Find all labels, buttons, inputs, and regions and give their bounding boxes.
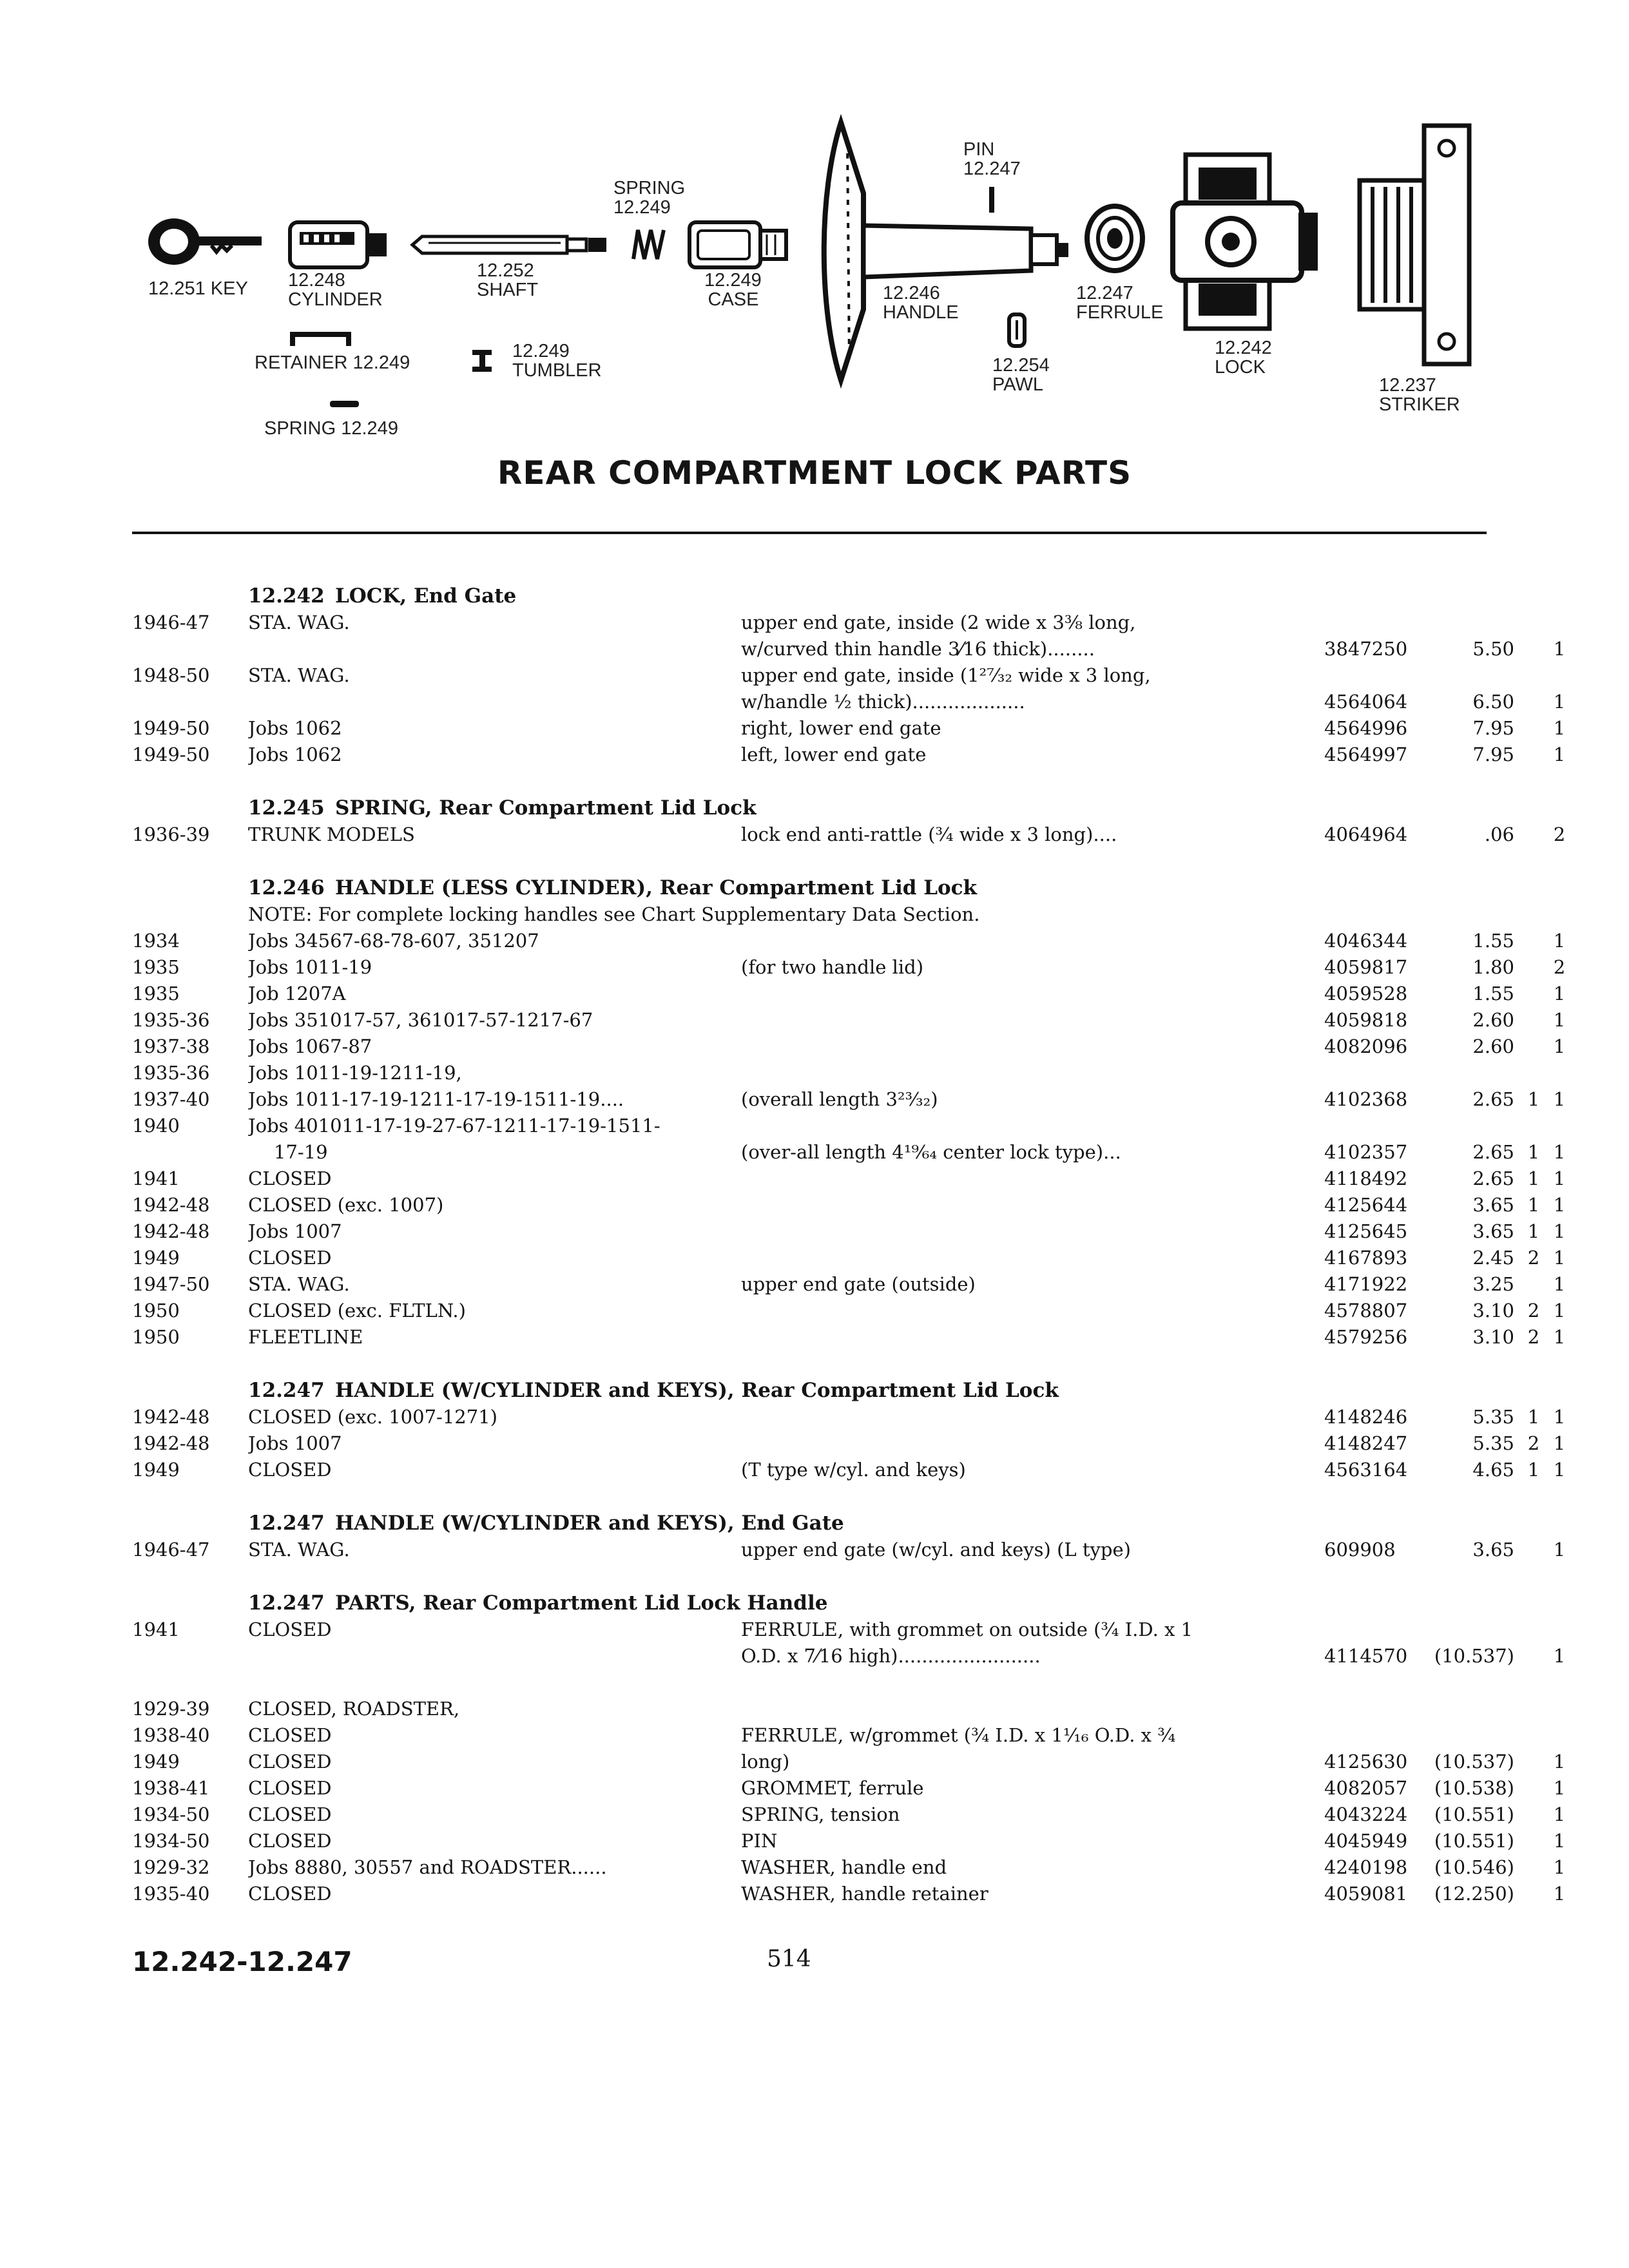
year-cell: 1947-50: [132, 1273, 210, 1295]
quantity-cell: 2: [1527, 1300, 1540, 1321]
quantity-cell: 1: [1527, 1406, 1540, 1428]
quantity-cell: 1: [1553, 691, 1566, 713]
description-cell: (overall length 3²³⁄₃₂): [741, 1088, 938, 1110]
price-cell: 2.60: [1472, 1009, 1514, 1031]
section-heading: [132, 795, 1505, 822]
year-cell: 1942-48: [132, 1406, 210, 1428]
year-cell: 1929-32: [132, 1856, 210, 1878]
section-heading: [132, 875, 1505, 901]
catalog-row: [132, 1271, 1566, 1298]
section-heading: [132, 583, 1505, 610]
year-cell: 1942-48: [132, 1220, 210, 1242]
year-cell: 1934-50: [132, 1803, 210, 1825]
description-cell-continued: w/handle ½ thick)...................: [741, 691, 1025, 713]
catalog-row: [132, 1775, 1566, 1802]
model-cell: CLOSED, ROADSTER,: [248, 1698, 460, 1720]
model-cell: CLOSED: [248, 1619, 332, 1640]
year-cell: 1949-50: [132, 744, 210, 765]
model-cell: CLOSED (exc. 1007-1271): [248, 1406, 497, 1428]
catalog-section: [132, 795, 1566, 848]
model-cell: Jobs 1011-19: [248, 956, 372, 978]
retainer-label: RETAINER 12.249: [255, 352, 410, 373]
year-cell: 1942-48: [132, 1432, 210, 1454]
description-cell: (for two handle lid): [741, 956, 924, 978]
section-title: HANDLE (W/CYLINDER and KEYS), Rear Compartment Lid Lock: [335, 1379, 1059, 1402]
price-cell: (10.551): [1434, 1803, 1514, 1825]
part-number-cell: 4059817: [1324, 956, 1408, 978]
model-cell: CLOSED: [248, 1459, 332, 1481]
quantity-cell: 1: [1553, 1088, 1566, 1110]
year-cell: 1949-50: [132, 717, 210, 739]
description-cell: lock end anti-rattle (¾ wide x 3 long)....: [741, 823, 1117, 845]
pawl-number: 12.254: [992, 355, 1050, 376]
quantity-cell: 1: [1553, 1830, 1566, 1852]
description-cell-continued: O.D. x 7⁄16 high)........................: [741, 1645, 1041, 1667]
catalog-row: [132, 1218, 1566, 1245]
spring-top-number: 12.249: [613, 197, 671, 218]
year-cell: 1949: [132, 1247, 180, 1269]
spring-small-icon: [330, 399, 359, 408]
model-cell: STA. WAG.: [248, 1539, 350, 1561]
price-cell: (10.551): [1434, 1830, 1514, 1852]
quantity-cell: 1: [1553, 638, 1566, 660]
year-cell: 1935: [132, 956, 180, 978]
catalog-row: [132, 662, 1566, 715]
quantity-cell: 1: [1553, 1326, 1566, 1348]
price-cell: 7.95: [1472, 744, 1514, 765]
section-title: HANDLE (W/CYLINDER and KEYS), End Gate: [335, 1512, 844, 1535]
year-cell: 1942-48: [132, 1194, 210, 1216]
price-cell: 2.65: [1472, 1141, 1514, 1163]
catalog-row: [132, 1854, 1566, 1881]
note-text: NOTE: For complete locking handles see Chart Supplementary Data Section.: [248, 903, 980, 925]
quantity-cell: 1: [1553, 1220, 1566, 1242]
quantity-cell: 2: [1527, 1432, 1540, 1454]
description-cell: GROMMET, ferrule: [741, 1777, 924, 1799]
catalog-row: [132, 610, 1566, 662]
section-title: LOCK, End Gate: [335, 584, 517, 608]
catalog-row: [132, 822, 1566, 848]
catalog-row: [132, 1457, 1566, 1483]
case-icon: [686, 219, 789, 271]
model-cell: Jobs 1062: [248, 717, 342, 739]
part-number-cell: 4046344: [1324, 930, 1408, 952]
catalog-row: [132, 1060, 1505, 1086]
model-cell: STA. WAG.: [248, 1273, 350, 1295]
shaft-label: SHAFT: [477, 280, 539, 300]
price-cell: 2.45: [1472, 1247, 1514, 1269]
case-label: CASE: [708, 289, 759, 310]
catalog-row: [132, 1802, 1566, 1828]
quantity-cell: 1: [1527, 1220, 1540, 1242]
quantity-cell: 1: [1553, 1751, 1566, 1773]
year-cell: 1950: [132, 1326, 180, 1348]
catalog-row: [132, 1617, 1566, 1669]
title-divider: [132, 532, 1487, 534]
footer-section-code: 12.242-12.247: [132, 1946, 352, 1977]
quantity-cell: 2: [1527, 1326, 1540, 1348]
part-number-cell: 4082057: [1324, 1777, 1408, 1799]
striker-number: 12.237: [1379, 375, 1436, 396]
quantity-cell: 1: [1553, 1168, 1566, 1189]
part-number-cell: 4240198: [1324, 1856, 1408, 1878]
description-cell: (T type w/cyl. and keys): [741, 1459, 966, 1481]
part-number-cell: 4114570: [1324, 1645, 1408, 1667]
section-title: HANDLE (LESS CYLINDER), Rear Compartment Lid Lock: [335, 876, 978, 899]
catalog-row: [132, 1033, 1566, 1060]
catalog-row: [132, 1245, 1566, 1271]
catalog-row: [132, 1669, 1505, 1696]
price-cell: 3.65: [1472, 1539, 1514, 1561]
description-cell: FERRULE, w/grommet (¾ I.D. x 1¹⁄₁₆ O.D. x ¾: [741, 1724, 1176, 1746]
pin-label: PIN: [963, 139, 995, 160]
catalog-row: [132, 1113, 1566, 1166]
model-cell-continued: 17-19: [274, 1141, 328, 1163]
catalog-row: [132, 1749, 1566, 1775]
handle-number: 12.246: [883, 283, 940, 303]
page-title: REAR COMPARTMENT LOCK PARTS: [497, 454, 1132, 492]
year-cell: 1941: [132, 1619, 180, 1640]
quantity-cell: 1: [1553, 744, 1566, 765]
section-number: 12.246: [248, 876, 325, 899]
year-cell: 1934: [132, 930, 180, 952]
price-cell: 2.65: [1472, 1168, 1514, 1189]
part-number-cell: 4102357: [1324, 1141, 1408, 1163]
price-cell: 5.35: [1472, 1406, 1514, 1428]
catalog-row: [132, 1166, 1566, 1192]
quantity-cell: 1: [1553, 1803, 1566, 1825]
catalog-row: [132, 981, 1566, 1007]
price-cell: (10.537): [1434, 1751, 1514, 1773]
description-cell: SPRING, tension: [741, 1803, 900, 1825]
part-number-cell: 4102368: [1324, 1088, 1408, 1110]
spring-icon: [630, 227, 669, 262]
tumbler-icon: [472, 350, 492, 372]
description-cell-continued: (over-all length 4¹⁹⁄₆₄ center lock type)...: [741, 1141, 1121, 1163]
tumbler-label: TUMBLER: [512, 360, 602, 381]
handle-label: HANDLE: [883, 302, 959, 323]
model-cell: Jobs 1011-19-1211-19,: [248, 1062, 462, 1084]
section-heading: [132, 1510, 1505, 1537]
model-cell: CLOSED: [248, 1883, 332, 1905]
case-number: 12.249: [704, 270, 762, 291]
model-cell: FLEETLINE: [248, 1326, 363, 1348]
model-cell: CLOSED: [248, 1803, 332, 1825]
quantity-cell: 1: [1553, 1856, 1566, 1878]
price-cell: 2.65: [1472, 1088, 1514, 1110]
year-cell: 1940: [132, 1115, 180, 1137]
price-cell: (10.537): [1434, 1645, 1514, 1667]
quantity-cell: 1: [1553, 717, 1566, 739]
description-cell: FERRULE, with grommet on outside (¾ I.D. x 1: [741, 1619, 1193, 1640]
price-cell: 7.95: [1472, 717, 1514, 739]
description-cell: upper end gate, inside (2 wide x 3⅜ long,: [741, 611, 1136, 633]
year-cell: 1935-36: [132, 1009, 210, 1031]
part-number-cell: 4125630: [1324, 1751, 1408, 1773]
description-cell: WASHER, handle end: [741, 1856, 947, 1878]
part-number-cell: 3847250: [1324, 638, 1408, 660]
description-cell: right, lower end gate: [741, 717, 941, 739]
quantity-cell: 1: [1553, 1009, 1566, 1031]
catalog-section: [132, 1590, 1566, 1907]
spring-top-label: SPRING: [613, 178, 686, 198]
cylinder-label: CYLINDER: [288, 289, 383, 310]
year-cell: 1934-50: [132, 1830, 210, 1852]
model-cell: CLOSED: [248, 1777, 332, 1799]
lock-number: 12.242: [1215, 338, 1272, 358]
quantity-cell: 1: [1553, 1432, 1566, 1454]
part-number-cell: 4082096: [1324, 1035, 1408, 1057]
price-cell: 5.50: [1472, 638, 1514, 660]
quantity-cell: 1: [1553, 1777, 1566, 1799]
part-number-cell: 4125644: [1324, 1194, 1408, 1216]
catalog-row: [132, 1404, 1566, 1430]
model-cell: STA. WAG.: [248, 664, 350, 686]
description-cell: PIN: [741, 1830, 778, 1852]
model-cell: STA. WAG.: [248, 611, 350, 633]
quantity-cell: 1: [1553, 1194, 1566, 1216]
part-number-cell: 4563164: [1324, 1459, 1408, 1481]
tumbler-number: 12.249: [512, 341, 570, 361]
year-cell: 1946-47: [132, 611, 210, 633]
price-cell: 3.65: [1472, 1194, 1514, 1216]
section-number: 12.247: [248, 1512, 325, 1535]
ferrule-number: 12.247: [1076, 283, 1133, 303]
lock-icon: [1173, 151, 1321, 332]
year-cell: 1935-40: [132, 1883, 210, 1905]
quantity-cell: 2: [1553, 823, 1566, 845]
quantity-cell: 1: [1553, 1883, 1566, 1905]
model-cell: Jobs 1007: [248, 1432, 342, 1454]
price-cell: 3.10: [1472, 1326, 1514, 1348]
year-cell: 1938-40: [132, 1724, 210, 1746]
price-cell: 3.25: [1472, 1273, 1514, 1295]
section-title: SPRING, Rear Compartment Lid Lock: [335, 796, 757, 820]
model-cell: CLOSED (exc. 1007): [248, 1194, 444, 1216]
model-cell: CLOSED: [248, 1751, 332, 1773]
model-cell: CLOSED: [248, 1830, 332, 1852]
cylinder-icon: [287, 219, 390, 271]
price-cell: 3.10: [1472, 1300, 1514, 1321]
part-number-cell: 4045949: [1324, 1830, 1408, 1852]
model-cell: CLOSED (exc. FLTLN.): [248, 1300, 466, 1321]
catalog-section: [132, 1510, 1566, 1563]
catalog-row: [132, 742, 1566, 768]
section-number: 12.242: [248, 584, 325, 608]
description-cell: upper end gate (w/cyl. and keys) (L type): [741, 1539, 1131, 1561]
section-heading: [132, 1378, 1505, 1404]
model-cell: Jobs 351017-57, 361017-57-1217-67: [248, 1009, 593, 1031]
catalog-row: [132, 1696, 1505, 1722]
part-number-cell: 4167893: [1324, 1247, 1408, 1269]
description-cell: WASHER, handle retainer: [741, 1883, 988, 1905]
catalog-section: [132, 1378, 1566, 1483]
part-number-cell: 609908: [1324, 1539, 1396, 1561]
catalog-row: [132, 1430, 1566, 1457]
year-cell: 1937-40: [132, 1088, 210, 1110]
catalog-section: [132, 583, 1566, 768]
quantity-cell: 1: [1553, 1300, 1566, 1321]
part-number-cell: 4564996: [1324, 717, 1408, 739]
section-number: 12.245: [248, 796, 325, 820]
price-cell: (10.546): [1434, 1856, 1514, 1878]
part-number-cell: 4148247: [1324, 1432, 1408, 1454]
price-cell: 2.60: [1472, 1035, 1514, 1057]
catalog-row: [132, 1086, 1566, 1113]
striker-icon: [1353, 122, 1476, 367]
catalog-row: [132, 1828, 1566, 1854]
part-number-cell: 4059081: [1324, 1883, 1408, 1905]
page-number: 514: [767, 1946, 811, 1972]
quantity-cell: 1: [1553, 1141, 1566, 1163]
catalog-row: [132, 1007, 1566, 1033]
year-cell: 1949: [132, 1459, 180, 1481]
price-cell: 1.55: [1472, 930, 1514, 952]
shaft-icon: [409, 229, 609, 261]
catalog-row: [132, 1298, 1566, 1324]
parts-catalog: [132, 583, 1566, 1934]
section-heading: [132, 1590, 1505, 1617]
section-note: [132, 901, 1505, 928]
part-number-cell: 4171922: [1324, 1273, 1408, 1295]
part-number-cell: 4125645: [1324, 1220, 1408, 1242]
year-cell: 1935-36: [132, 1062, 210, 1084]
model-cell: TRUNK MODELS: [248, 823, 415, 845]
part-number-cell: 4578807: [1324, 1300, 1408, 1321]
model-cell: Jobs 1011-17-19-1211-17-19-1511-19....: [248, 1088, 624, 1110]
price-cell: 1.55: [1472, 983, 1514, 1004]
part-number-cell: 4059818: [1324, 1009, 1408, 1031]
cylinder-number: 12.248: [288, 270, 345, 291]
catalog-row: [132, 1722, 1505, 1749]
quantity-cell: 1: [1553, 1247, 1566, 1269]
ferrule-label: FERRULE: [1076, 302, 1164, 323]
model-cell: Jobs 1067-87: [248, 1035, 372, 1057]
year-cell: 1937-38: [132, 1035, 210, 1057]
quantity-cell: 1: [1527, 1168, 1540, 1189]
quantity-cell: 1: [1553, 1035, 1566, 1057]
model-cell: CLOSED: [248, 1247, 332, 1269]
model-cell: Jobs 401011-17-19-27-67-1211-17-19-1511-: [248, 1115, 660, 1137]
spring-small-label: SPRING 12.249: [264, 418, 398, 439]
part-number-cell: 4043224: [1324, 1803, 1408, 1825]
quantity-cell: 2: [1527, 1247, 1540, 1269]
part-number-cell: 4118492: [1324, 1168, 1408, 1189]
description-cell: long): [741, 1751, 790, 1773]
retainer-icon: [290, 331, 351, 347]
pin-icon: [989, 187, 994, 213]
model-cell: CLOSED: [248, 1168, 332, 1189]
quantity-cell: 1: [1553, 1459, 1566, 1481]
quantity-cell: 1: [1553, 1539, 1566, 1561]
shaft-number: 12.252: [477, 260, 534, 281]
year-cell: 1949: [132, 1751, 180, 1773]
pin-number: 12.247: [963, 159, 1021, 179]
catalog-section: [132, 875, 1566, 1350]
part-number-cell: 4059528: [1324, 983, 1408, 1004]
key-icon: [147, 216, 266, 267]
handle-icon: [793, 116, 1070, 387]
catalog-row: [132, 928, 1566, 954]
ferrule-icon: [1084, 203, 1146, 274]
pawl-label: PAWL: [992, 374, 1043, 395]
model-cell: Jobs 1007: [248, 1220, 342, 1242]
catalog-row: [132, 954, 1566, 981]
price-cell: (12.250): [1434, 1883, 1514, 1905]
model-cell: Jobs 34567-68-78-607, 351207: [248, 930, 539, 952]
year-cell: 1941: [132, 1168, 180, 1189]
quantity-cell: 1: [1527, 1459, 1540, 1481]
year-cell: 1936-39: [132, 823, 210, 845]
description-cell: left, lower end gate: [741, 744, 927, 765]
description-cell: upper end gate, inside (1²⁷⁄₃₂ wide x 3 long,: [741, 664, 1151, 686]
part-number-cell: 4148246: [1324, 1406, 1408, 1428]
key-label: 12.251 KEY: [148, 278, 248, 299]
price-cell: 3.65: [1472, 1220, 1514, 1242]
model-cell: Job 1207A: [248, 983, 346, 1004]
quantity-cell: 2: [1553, 956, 1566, 978]
section-title: PARTS, Rear Compartment Lid Lock Handle: [335, 1591, 828, 1615]
catalog-row: [132, 715, 1566, 742]
model-cell: CLOSED: [248, 1724, 332, 1746]
price-cell: 4.65: [1472, 1459, 1514, 1481]
quantity-cell: 1: [1553, 1406, 1566, 1428]
price-cell: 5.35: [1472, 1432, 1514, 1454]
lock-label: LOCK: [1215, 357, 1266, 378]
price-cell: (10.538): [1434, 1777, 1514, 1799]
quantity-cell: 1: [1527, 1194, 1540, 1216]
part-number-cell: 4564997: [1324, 744, 1408, 765]
catalog-row: [132, 1324, 1566, 1350]
section-number: 12.247: [248, 1379, 325, 1402]
year-cell: 1946-47: [132, 1539, 210, 1561]
model-cell: Jobs 8880, 30557 and ROADSTER......: [248, 1856, 607, 1878]
quantity-cell: 1: [1527, 1141, 1540, 1163]
part-number-cell: 4064964: [1324, 823, 1408, 845]
year-cell: 1948-50: [132, 664, 210, 686]
catalog-row: [132, 1537, 1566, 1563]
price-cell: 1.80: [1472, 956, 1514, 978]
description-cell: upper end gate (outside): [741, 1273, 976, 1295]
quantity-cell: 1: [1553, 1273, 1566, 1295]
part-number-cell: 4564064: [1324, 691, 1408, 713]
part-number-cell: 4579256: [1324, 1326, 1408, 1348]
year-cell: 1929-39: [132, 1698, 210, 1720]
catalog-row: [132, 1192, 1566, 1218]
quantity-cell: 1: [1553, 930, 1566, 952]
quantity-cell: 1: [1553, 983, 1566, 1004]
year-cell: 1935: [132, 983, 180, 1004]
year-cell: 1950: [132, 1300, 180, 1321]
price-cell: 6.50: [1472, 691, 1514, 713]
striker-label: STRIKER: [1379, 394, 1460, 415]
quantity-cell: 1: [1553, 1645, 1566, 1667]
price-cell: .06: [1484, 823, 1514, 845]
pawl-icon: [1007, 312, 1027, 348]
description-cell-continued: w/curved thin handle 3⁄16 thick)........: [741, 638, 1095, 660]
model-cell: Jobs 1062: [248, 744, 342, 765]
quantity-cell: 1: [1527, 1088, 1540, 1110]
year-cell: 1938-41: [132, 1777, 210, 1799]
catalog-row: [132, 1881, 1566, 1907]
section-number: 12.247: [248, 1591, 325, 1615]
